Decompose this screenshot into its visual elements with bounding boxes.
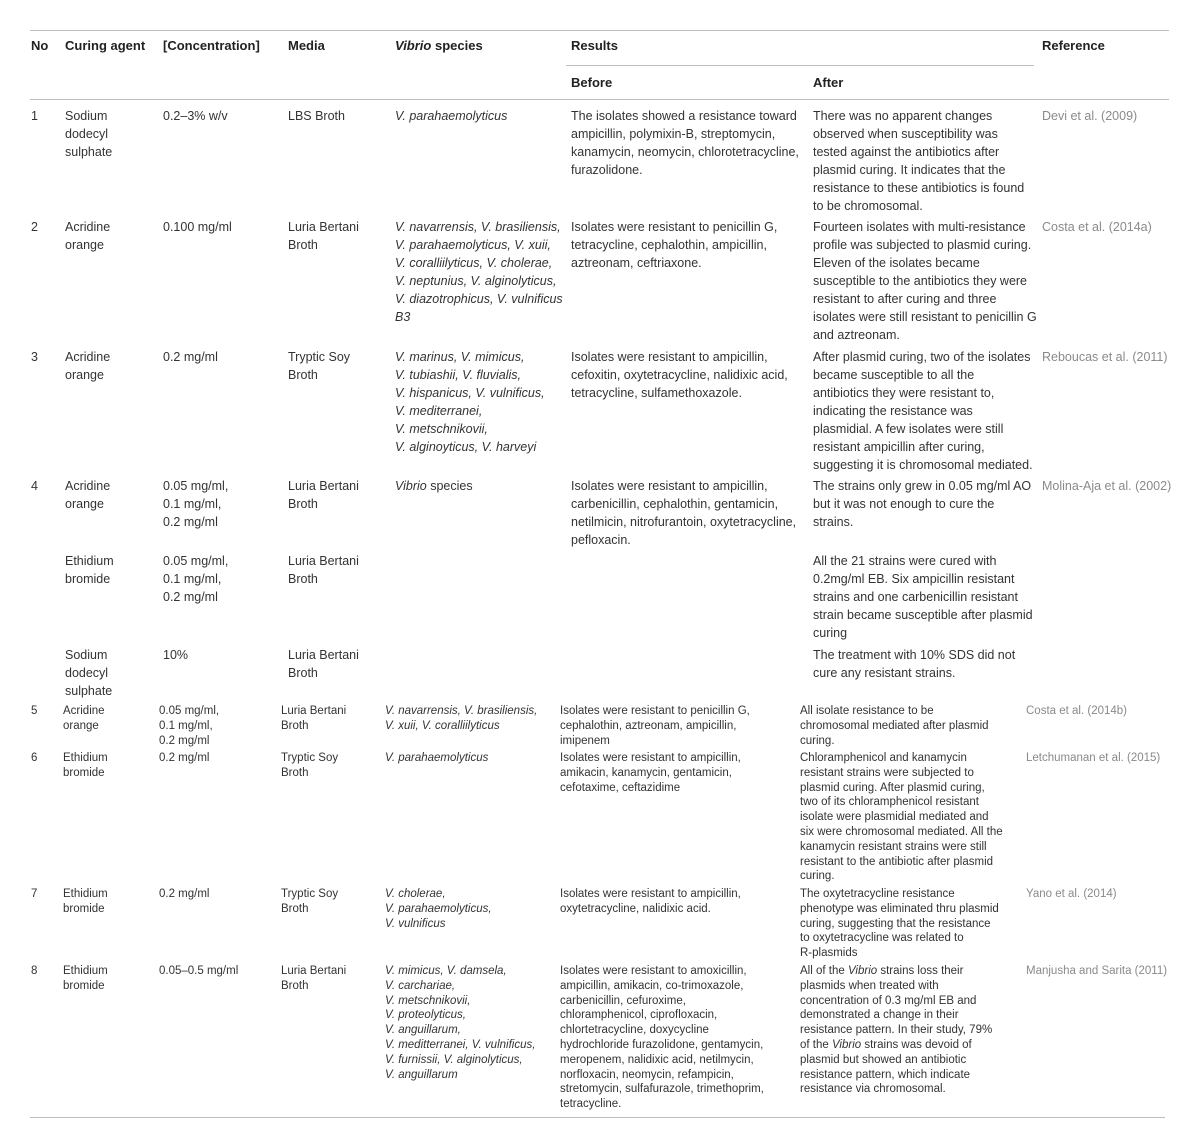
row8-no: 8 [31,965,38,977]
row2-species: V. navarrensis, V. brasiliensis, V. parahaemolyticus, V. xuii, V. coralliilyticus, V. cholerae, V. neptunius, V. alginolyticus, V. diazotrophicus, V. vulnificus B3 [395,220,563,324]
row8-agent: Ethidium bromide [63,965,108,992]
row7-before: Isolates were resistant to ampicillin, oxytetracycline, nalidixic acid. [560,888,741,915]
col-header-after: After [813,75,844,90]
row4c-media: Luria Bertani Broth [288,648,359,680]
row4c-concentration: 10% [163,648,189,662]
row3-agent: Acridine orange [65,350,111,382]
row6-concentration: 0.2 mg/ml [159,752,210,764]
row5-after: All isolate resistance to be chromosomal mediated after plasmid curing. [800,705,989,747]
row4-concentration: 0.05 mg/ml, 0.1 mg/ml, 0.2 mg/ml [163,479,229,529]
row2-media: Luria Bertani Broth [288,220,359,252]
row1-concentration: 0.2–3% w/v [163,109,228,123]
row1-after: There was no apparent changes observed when susceptibility was tested against the antibiotics after plasmid curing. It indicates that the resistance to these antibiotics is found to be chromosomal. [813,109,1025,213]
row4-no: 4 [31,479,38,493]
row2-agent: Acridine orange [65,220,111,252]
row8-concentration: 0.05–0.5 mg/ml [159,965,239,977]
row1-species: V. parahaemolyticus [395,109,508,123]
row2-no: 2 [31,220,38,234]
row8-after-part2: strains loss their plasmids when treated with concentration of 0.3 mg/ml EB and demonstrated a change in their resistance pattern. In their study, 79% of the [800,965,993,1051]
row4-after: The strains only grew in 0.05 mg/ml AO but it was not enough to cure the strains. [813,479,1032,529]
row1-no: 1 [31,109,38,123]
row8-after-part3: strains was devoid of plasmid but showed an antibiotic resistance pattern, which indicate resistance via chromosomal. [800,1038,972,1096]
col-header-before: Before [571,75,613,90]
row3-after: After plasmid curing, two of the isolates became susceptible to all the antibiotics they were resistant to, indicating the resistance was plasmidial. A few isolates were still resistant ampicillin after curing, suggesting it is chromosomal mediated. [813,350,1033,472]
row7-species: V. cholerae, V. parahaemolyticus, V. vulnificus [385,888,492,930]
row6-media: Tryptic Soy Broth [281,752,339,779]
species-header-italic: Vibrio [395,38,432,53]
bottom-rule [30,1117,1165,1118]
row4-media: Luria Bertani Broth [288,479,359,511]
row8-media: Luria Bertani Broth [281,965,347,992]
row3-concentration: 0.2 mg/ml [163,350,218,364]
row5-before: Isolates were resistant to penicillin G, cephalothin, aztreonam, ampicillin, imipenem [560,705,750,747]
row2-concentration: 0.100 mg/ml [163,220,232,234]
col-header-no: No [31,38,49,53]
row7-no: 7 [31,888,38,900]
row4c-after: The treatment with 10% SDS did not cure any resistant strains. [813,648,1016,680]
row8-after-italic2: Vibrio [831,1038,862,1051]
row7-concentration: 0.2 mg/ml [159,888,210,900]
row5-species: V. navarrensis, V. brasiliensis, V. xuii, V. coralliilyticus [385,705,538,732]
row6-reference: Letchumanan et al. (2015) [1026,752,1161,764]
row6-no: 6 [31,752,38,764]
row4-agent: Acridine orange [65,479,111,511]
row7-agent: Ethidium bromide [63,888,108,915]
row3-reference: Reboucas et al. (2011) [1042,350,1168,364]
row4c-agent: Sodium dodecyl sulphate [65,648,113,698]
row7-reference: Yano et al. (2014) [1026,888,1117,900]
col-header-media: Media [288,38,325,53]
row6-after: Chloramphenicol and kanamycin resistant strains were subjected to plasmid curing. After plasmid curing, two of its chloramphenicol resistant isolate were plasmidial mediated and six were chromosomal mediated. All the kanamycin resistant strains were still resistant to the antibiotic after plasmid curing. [800,752,1003,883]
row1-agent: Sodium dodecyl sulphate [65,109,113,159]
row4-species-rest: species [426,479,473,493]
row8-after [800,964,992,1097]
row6-species: V. parahaemolyticus [385,752,489,764]
row4b-concentration: 0.05 mg/ml, 0.1 mg/ml, 0.2 mg/ml [163,554,229,604]
col-header-reference: Reference [1042,38,1105,53]
row4-species-italic: Vibrio [395,479,427,493]
header-bottom-rule [30,99,1169,100]
row5-concentration: 0.05 mg/ml, 0.1 mg/ml, 0.2 mg/ml [159,705,220,747]
row5-reference: Costa et al. (2014b) [1026,705,1128,717]
row1-before: The isolates showed a resistance toward ampicillin, polymixin-B, streptomycin, kanamycin, neomycin, chlorotetracycline, furazolidone. [571,109,799,177]
results-subheader-rule [566,65,1034,66]
row2-after: Fourteen isolates with multi-resistance profile was subjected to plasmid curing. Eleven of the isolates became susceptible to the antibiotics they were resistant to after curing and three isolates were still resistant to penicillin G and aztreonam. [813,220,1037,342]
row8-after-part1: All of the [800,965,848,977]
top-rule [30,30,1169,31]
row3-media: Tryptic Soy Broth [288,350,351,382]
row7-after: The oxytetracycline resistance phenotype was eliminated thru plasmid curing, suggesting that the resistance to oxytetracycline was related to R-plasmids [800,888,999,960]
row7-media: Tryptic Soy Broth [281,888,339,915]
row6-before: Isolates were resistant to ampicillin, amikacin, kanamycin, gentamicin, cefotaxime, ceftazidime [560,752,741,794]
row4b-agent: Ethidium bromide [65,554,114,586]
row3-no: 3 [31,350,38,364]
row3-species: V. marinus, V. mimicus, V. tubiashii, V. fluvialis, V. hispanicus, V. vulnificus, V. mediterranei, V. metschnikovii, V. alginoyticus, V. harveyi [395,350,545,454]
row8-species: V. mimicus, V. damsela, V. carchariae, V. metschnikovii, V. proteolyticus, V. anguillarum, V. meditterranei, V. vulnificus, V. furnissii, V. alginolyticus, V. anguillarum [385,965,536,1081]
col-header-species [395,38,483,53]
row4-species [395,477,473,495]
row5-media: Luria Bertani Broth [281,705,347,732]
row8-reference: Manjusha and Sarita (2011) [1026,965,1168,977]
row4-reference: Molina-Aja et al. (2002) [1042,479,1172,493]
row5-no: 5 [31,705,38,717]
row2-before: Isolates were resistant to penicillin G, tetracycline, cephalothin, ampicillin, aztreonam, ceftriaxone. [571,220,778,270]
row6-agent: Ethidium bromide [63,752,108,779]
row2-reference: Costa et al. (2014a) [1042,220,1152,234]
row4b-media: Luria Bertani Broth [288,554,359,586]
species-header-rest: species [431,38,483,53]
row1-reference: Devi et al. (2009) [1042,109,1138,123]
col-header-results: Results [571,38,618,53]
row8-after-italic1: Vibrio [847,965,878,977]
col-header-concentration: [Concentration] [163,38,260,53]
row8-before: Isolates were resistant to amoxicillin, ampicillin, amikacin, co-trimoxazole, carbenicillin, cefuroxime, chloramphenicol, ciprofloxacin, chlortetracycline, doxycycline hydrochloride furazolidone, gentamycin, meropenem, nalidixic acid, netilmycin, norfloxacin, neomycin, refampicin, stretomycin, sulfafurazole, trimethoprim, tetracycline. [560,965,764,1111]
row3-before: Isolates were resistant to ampicillin, cefoxitin, oxytetracycline, nalidixic acid, tetracycline, sulfamethoxazole. [571,350,788,400]
row5-agent: Acridine orange [63,705,105,732]
row4b-after: All the 21 strains were cured with 0.2mg/ml EB. Six ampicillin resistant strains and one carbenicillin resistant strain became susceptible after plasmid curing [813,554,1033,640]
col-header-curing-agent: Curing agent [65,38,146,53]
row1-media: LBS Broth [288,109,345,123]
row4-before: Isolates were resistant to ampicillin, carbenicillin, cephalothin, gentamicin, netilmicin, nitrofurantoin, oxytetracycline, pefloxacin. [571,479,797,547]
